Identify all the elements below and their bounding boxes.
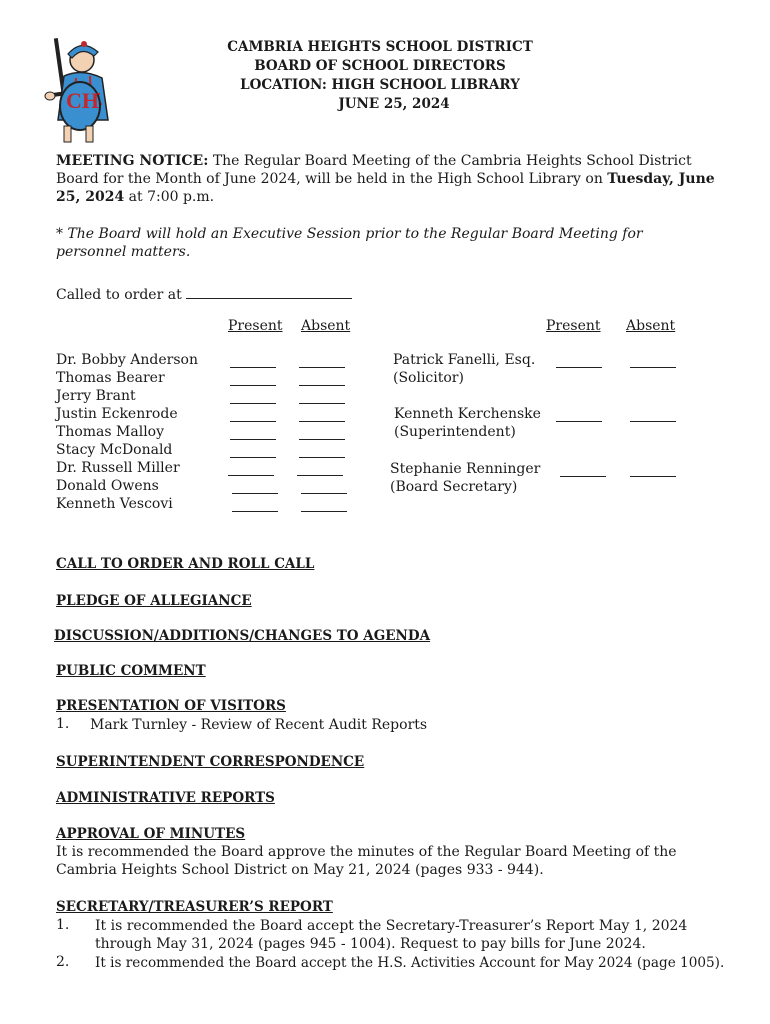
present-header-left: Present xyxy=(228,318,283,334)
absent-blank xyxy=(630,367,676,368)
present-header-right: Present xyxy=(546,318,601,334)
official-name: Kenneth Kerchenske xyxy=(394,406,541,422)
absent-blank xyxy=(297,475,343,476)
absent-header-right: Absent xyxy=(626,318,676,334)
present-blank xyxy=(230,421,276,422)
section-public-comment: PUBLIC COMMENT xyxy=(56,663,206,679)
highlander-mascot-icon xyxy=(28,34,124,146)
absent-blank xyxy=(299,385,345,386)
board-member: Dr. Bobby Anderson xyxy=(56,352,198,368)
called-to-order xyxy=(56,284,352,303)
secretary-item-line: It is recommended the Board accept the Secretary-Treasurer’s Report May 1, 2024 xyxy=(95,918,688,934)
notice-date: Tuesday, June 25, 2024 xyxy=(56,171,715,205)
official-role: (Superintendent) xyxy=(394,424,516,440)
notice-text: The Regular Board Meeting of the Cambria Heights School District Board for the Month of June 2024, will be held in the High School Library on xyxy=(56,153,692,187)
board-member: Justin Eckenrode xyxy=(56,406,178,422)
present-blank xyxy=(560,476,606,477)
header-board: BOARD OF SCHOOL DIRECTORS xyxy=(254,58,506,74)
executive-session-note: * The Board will hold an Executive Session prior to the Regular Board Meeting for personnel matters. xyxy=(56,226,643,260)
present-blank xyxy=(230,439,276,440)
called-to-order-blank xyxy=(186,284,352,299)
section-minutes: APPROVAL OF MINUTES xyxy=(56,826,246,842)
absent-blank xyxy=(299,367,345,368)
document-header xyxy=(200,38,560,114)
called-to-order-label: Called to order at xyxy=(56,287,182,303)
absent-blank xyxy=(301,511,347,512)
official-name: Patrick Fanelli, Esq. xyxy=(393,352,536,368)
present-blank xyxy=(230,385,276,386)
notice-label: MEETING NOTICE: xyxy=(56,153,209,169)
secretary-item-number: 2. xyxy=(56,954,70,970)
minutes-text: It is recommended the Board approve the minutes of the Regular Board Meeting of the Cambria Heights School District on May 21, 2024 (pages 933 - 944). xyxy=(56,844,677,878)
absent-blank xyxy=(301,493,347,494)
board-member: Thomas Malloy xyxy=(56,424,165,440)
absent-blank xyxy=(299,457,345,458)
present-blank xyxy=(556,421,602,422)
absent-blank xyxy=(630,421,676,422)
absent-header-left: Absent xyxy=(301,318,351,334)
secretary-item-line: It is recommended the Board accept the H.S. Activities Account for May 2024 (page 1005). xyxy=(95,955,725,971)
present-blank xyxy=(228,475,274,476)
section-admin-reports: ADMINISTRATIVE REPORTS xyxy=(56,790,275,806)
absent-blank xyxy=(299,421,345,422)
board-member: Jerry Brant xyxy=(56,388,136,404)
absent-blank xyxy=(630,476,676,477)
visitor-item-text: Mark Turnley - Review of Recent Audit Reports xyxy=(90,717,428,733)
official-role: (Board Secretary) xyxy=(390,479,518,495)
board-member: Kenneth Vescovi xyxy=(56,496,173,512)
section-visitors: PRESENTATION OF VISITORS xyxy=(56,698,286,714)
secretary-item-line: through May 31, 2024 (pages 945 - 1004). Request to pay bills for June 2024. xyxy=(95,936,646,952)
present-blank xyxy=(230,457,276,458)
official-name: Stephanie Renninger xyxy=(390,461,541,477)
absent-blank xyxy=(299,439,345,440)
header-date: JUNE 25, 2024 xyxy=(338,96,450,112)
visitor-item-number: 1. xyxy=(56,716,70,732)
header-location: LOCATION: HIGH SCHOOL LIBRARY xyxy=(240,77,520,93)
meeting-notice xyxy=(56,152,716,206)
present-blank xyxy=(232,511,278,512)
section-superintendent: SUPERINTENDENT CORRESPONDENCE xyxy=(56,754,365,770)
present-blank xyxy=(556,367,602,368)
section-secretary: SECRETARY/TREASURER’S REPORT xyxy=(56,899,333,915)
section-discussion: DISCUSSION/ADDITIONS/CHANGES TO AGENDA xyxy=(54,628,431,644)
secretary-item-number: 1. xyxy=(56,917,70,933)
present-blank xyxy=(232,493,278,494)
official-role: (Solicitor) xyxy=(393,370,464,386)
present-blank xyxy=(230,367,276,368)
section-call-to-order: CALL TO ORDER AND ROLL CALL xyxy=(56,556,315,572)
board-member: Stacy McDonald xyxy=(56,442,173,458)
board-member: Thomas Bearer xyxy=(56,370,165,386)
present-blank xyxy=(230,403,276,404)
board-member: Dr. Russell Miller xyxy=(56,460,180,476)
absent-blank xyxy=(299,403,345,404)
notice-time: at 7:00 p.m. xyxy=(124,189,215,205)
svg-text:CH: CH xyxy=(66,88,99,113)
district-logo xyxy=(28,34,124,146)
section-pledge: PLEDGE OF ALLEGIANCE xyxy=(56,593,252,609)
header-district: CAMBRIA HEIGHTS SCHOOL DISTRICT xyxy=(227,39,533,55)
board-member: Donald Owens xyxy=(56,478,159,494)
